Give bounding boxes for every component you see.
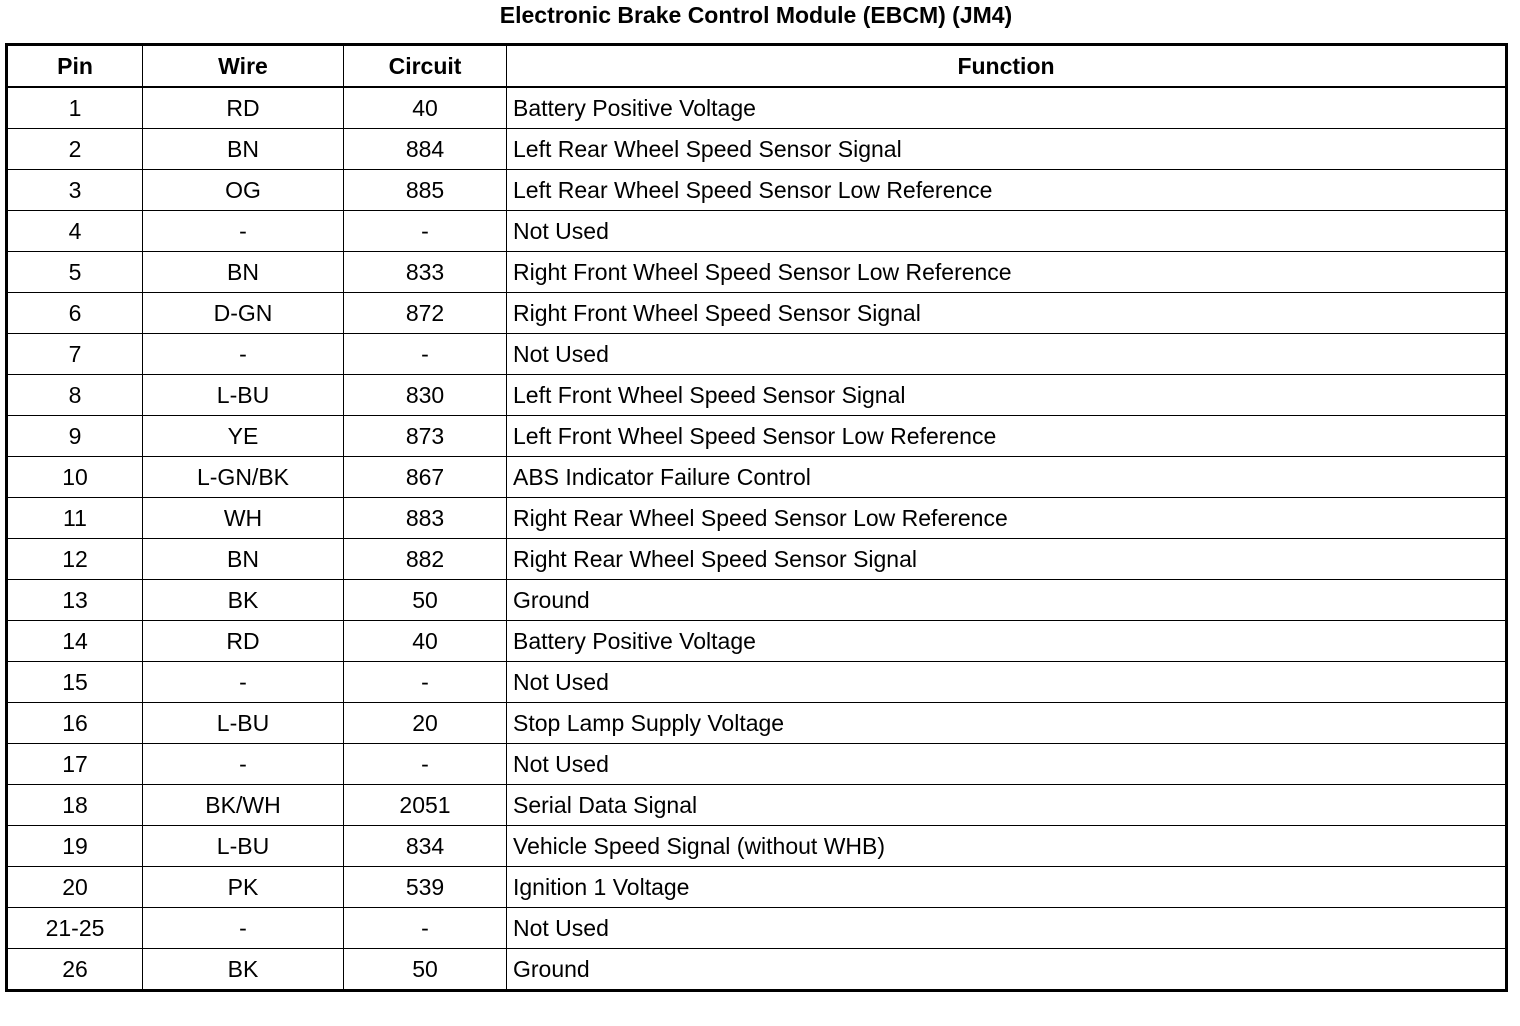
pin-cell: 16 xyxy=(7,703,143,744)
circuit-cell: - xyxy=(344,211,507,252)
circuit-cell: - xyxy=(344,334,507,375)
table-row xyxy=(7,621,1507,662)
pin-cell: 5 xyxy=(7,252,143,293)
wire-cell: - xyxy=(143,211,344,252)
pin-cell: 19 xyxy=(7,826,143,867)
pin-cell: 2 xyxy=(7,129,143,170)
wire-cell: L-BU xyxy=(143,375,344,416)
circuit-cell: 50 xyxy=(344,949,507,991)
circuit-cell: 867 xyxy=(344,457,507,498)
wire-cell: BN xyxy=(143,252,344,293)
wire-cell: L-BU xyxy=(143,703,344,744)
circuit-cell: 50 xyxy=(344,580,507,621)
circuit-cell: 873 xyxy=(344,416,507,457)
function-cell: Battery Positive Voltage xyxy=(507,621,1507,662)
wire-cell: RD xyxy=(143,87,344,129)
pin-cell: 17 xyxy=(7,744,143,785)
wire-cell: BN xyxy=(143,129,344,170)
function-cell: ABS Indicator Failure Control xyxy=(507,457,1507,498)
pin-cell: 13 xyxy=(7,580,143,621)
pin-cell: 20 xyxy=(7,867,143,908)
column-header-pin: Pin xyxy=(7,45,143,88)
table-row xyxy=(7,457,1507,498)
circuit-cell: - xyxy=(344,744,507,785)
table-row xyxy=(7,908,1507,949)
function-cell: Not Used xyxy=(507,334,1507,375)
wire-cell: BK/WH xyxy=(143,785,344,826)
table-row xyxy=(7,539,1507,580)
function-cell: Ground xyxy=(507,580,1507,621)
table-row xyxy=(7,293,1507,334)
table-row xyxy=(7,129,1507,170)
wire-cell: L-GN/BK xyxy=(143,457,344,498)
table-row xyxy=(7,867,1507,908)
table-row xyxy=(7,252,1507,293)
table-row xyxy=(7,949,1507,991)
wire-cell: OG xyxy=(143,170,344,211)
wire-cell: BK xyxy=(143,949,344,991)
wire-cell: RD xyxy=(143,621,344,662)
table-row xyxy=(7,334,1507,375)
circuit-cell: 539 xyxy=(344,867,507,908)
function-cell: Left Rear Wheel Speed Sensor Signal xyxy=(507,129,1507,170)
column-header-wire: Wire xyxy=(143,45,344,88)
header-row xyxy=(7,45,1507,88)
table-row xyxy=(7,87,1507,129)
function-cell: Not Used xyxy=(507,662,1507,703)
circuit-cell: 40 xyxy=(344,87,507,129)
pin-cell: 3 xyxy=(7,170,143,211)
function-cell: Left Front Wheel Speed Sensor Signal xyxy=(507,375,1507,416)
function-cell: Left Front Wheel Speed Sensor Low Reference xyxy=(507,416,1507,457)
function-cell: Right Front Wheel Speed Sensor Low Reference xyxy=(507,252,1507,293)
function-cell: Not Used xyxy=(507,908,1507,949)
function-cell: Battery Positive Voltage xyxy=(507,87,1507,129)
pin-cell: 6 xyxy=(7,293,143,334)
table-row xyxy=(7,416,1507,457)
column-header-function: Function xyxy=(507,45,1507,88)
pin-cell: 12 xyxy=(7,539,143,580)
table-row xyxy=(7,211,1507,252)
function-cell: Right Front Wheel Speed Sensor Signal xyxy=(507,293,1507,334)
wire-cell: - xyxy=(143,908,344,949)
table-row xyxy=(7,170,1507,211)
table-row xyxy=(7,826,1507,867)
pinout-table xyxy=(5,43,1508,992)
pin-cell: 21-25 xyxy=(7,908,143,949)
circuit-cell: 872 xyxy=(344,293,507,334)
circuit-cell: - xyxy=(344,908,507,949)
wire-cell: YE xyxy=(143,416,344,457)
function-cell: Not Used xyxy=(507,211,1507,252)
pin-cell: 15 xyxy=(7,662,143,703)
function-cell: Ground xyxy=(507,949,1507,991)
wire-cell: - xyxy=(143,334,344,375)
pin-cell: 10 xyxy=(7,457,143,498)
table-row xyxy=(7,662,1507,703)
pin-cell: 9 xyxy=(7,416,143,457)
pin-cell: 14 xyxy=(7,621,143,662)
circuit-cell: 834 xyxy=(344,826,507,867)
circuit-cell: 885 xyxy=(344,170,507,211)
table-body xyxy=(7,87,1507,991)
pin-cell: 7 xyxy=(7,334,143,375)
wire-cell: - xyxy=(143,662,344,703)
function-cell: Ignition 1 Voltage xyxy=(507,867,1507,908)
circuit-cell: 883 xyxy=(344,498,507,539)
circuit-cell: 2051 xyxy=(344,785,507,826)
wire-cell: PK xyxy=(143,867,344,908)
function-cell: Serial Data Signal xyxy=(507,785,1507,826)
wire-cell: BN xyxy=(143,539,344,580)
circuit-cell: 40 xyxy=(344,621,507,662)
table-row xyxy=(7,785,1507,826)
circuit-cell: 833 xyxy=(344,252,507,293)
table-row xyxy=(7,375,1507,416)
circuit-cell: 20 xyxy=(344,703,507,744)
wire-cell: - xyxy=(143,744,344,785)
circuit-cell: 830 xyxy=(344,375,507,416)
table-row xyxy=(7,498,1507,539)
table-title: Electronic Brake Control Module (EBCM) (JM4) xyxy=(499,2,1013,28)
wire-cell: WH xyxy=(143,498,344,539)
function-cell: Right Rear Wheel Speed Sensor Signal xyxy=(507,539,1507,580)
pin-cell: 8 xyxy=(7,375,143,416)
wire-cell: BK xyxy=(143,580,344,621)
pin-cell: 26 xyxy=(7,949,143,991)
wire-cell: L-BU xyxy=(143,826,344,867)
table-row xyxy=(7,744,1507,785)
function-cell: Not Used xyxy=(507,744,1507,785)
wire-cell: D-GN xyxy=(143,293,344,334)
pin-cell: 11 xyxy=(7,498,143,539)
circuit-cell: - xyxy=(344,662,507,703)
function-cell: Left Rear Wheel Speed Sensor Low Reference xyxy=(507,170,1507,211)
function-cell: Stop Lamp Supply Voltage xyxy=(507,703,1507,744)
circuit-cell: 884 xyxy=(344,129,507,170)
table-row xyxy=(7,580,1507,621)
circuit-cell: 882 xyxy=(344,539,507,580)
table-row xyxy=(7,703,1507,744)
function-cell: Right Rear Wheel Speed Sensor Low Reference xyxy=(507,498,1507,539)
pin-cell: 1 xyxy=(7,87,143,129)
pin-cell: 18 xyxy=(7,785,143,826)
pin-cell: 4 xyxy=(7,211,143,252)
function-cell: Vehicle Speed Signal (without WHB) xyxy=(507,826,1507,867)
column-header-circuit: Circuit xyxy=(344,45,507,88)
